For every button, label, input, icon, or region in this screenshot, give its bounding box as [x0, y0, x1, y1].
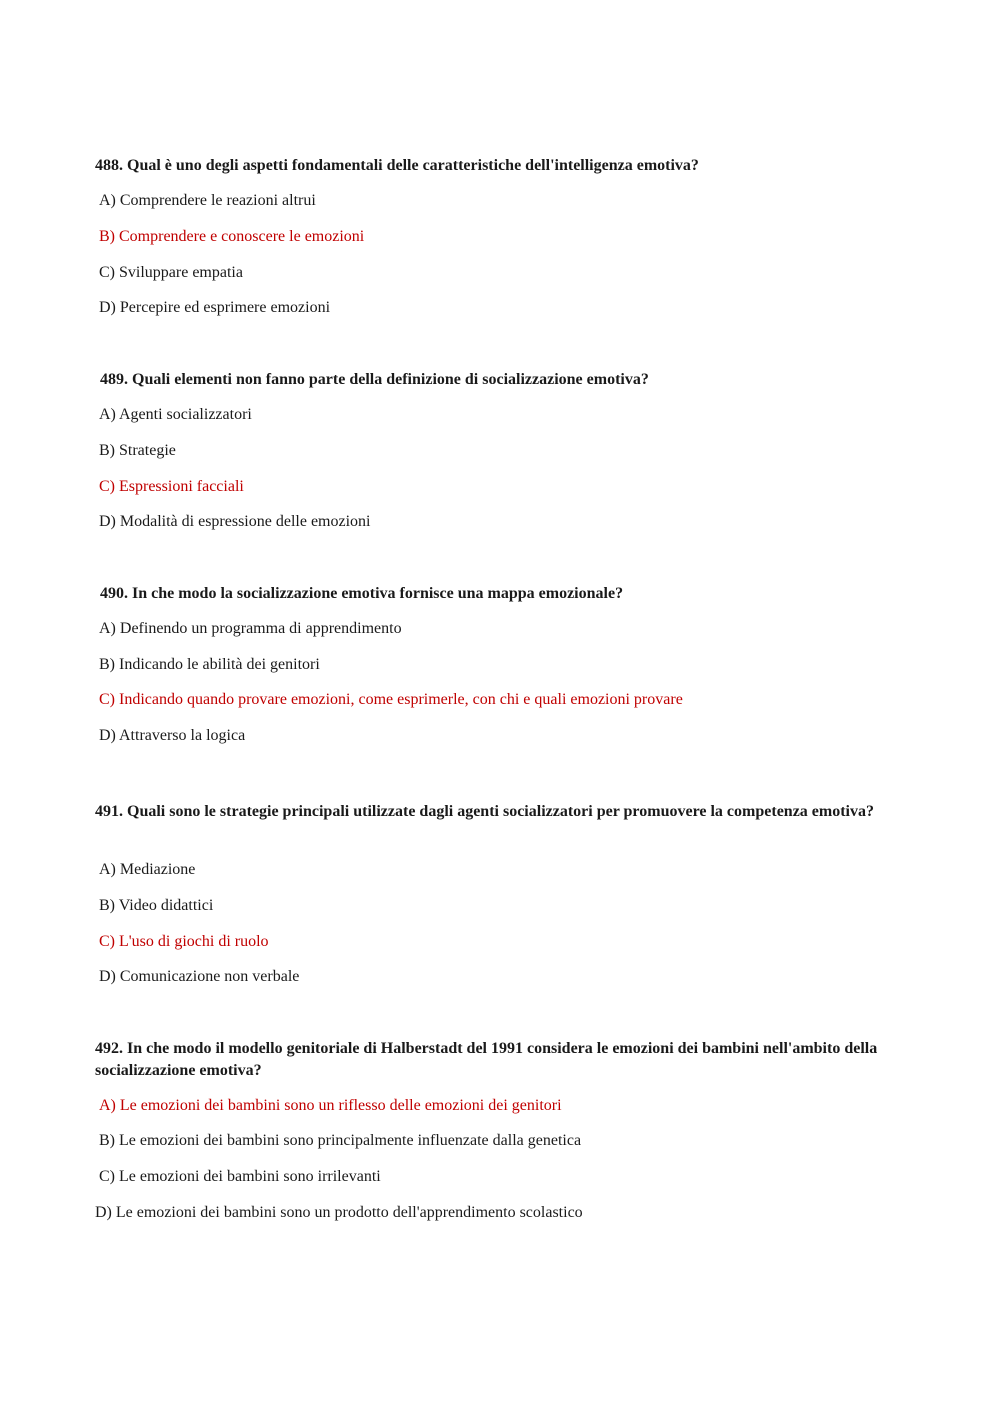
question-489 [95, 369, 895, 530]
option-d: D) Comunicazione non verbale [99, 968, 300, 985]
option-c-correct: C) Espressioni facciali [99, 478, 244, 495]
question-488 [95, 155, 895, 316]
question-491 [95, 801, 895, 985]
option-a: A) Definendo un programma di apprendimento [99, 620, 402, 637]
option-d: D) Modalità di espressione delle emozioni [99, 513, 371, 530]
option-c-correct: C) Indicando quando provare emozioni, come esprimerle, con chi e quali emozioni provare [99, 691, 683, 708]
option-b: B) Strategie [99, 442, 176, 459]
question-title: 488. Qual è uno degli aspetti fondamentali delle caratteristiche dell'intelligenza emotiva? [95, 157, 699, 174]
question-492 [95, 1038, 895, 1221]
question-title: 490. In che modo la socializzazione emotiva fornisce una mappa emozionale? [100, 585, 624, 602]
question-title: 489. Quali elementi non fanno parte della definizione di socializzazione emotiva? [100, 371, 649, 388]
option-d: D) Le emozioni dei bambini sono un prodotto dell'apprendimento scolastico [95, 1204, 583, 1221]
option-a-correct: A) Le emozioni dei bambini sono un riflesso delle emozioni dei genitori [99, 1097, 562, 1114]
option-a: A) Agenti socializzatori [99, 406, 252, 423]
option-a: A) Mediazione [99, 861, 196, 878]
option-b: B) Le emozioni dei bambini sono principalmente influenzate dalla genetica [99, 1132, 582, 1149]
option-a: A) Comprendere le reazioni altrui [99, 192, 316, 209]
question-title: 492. In che modo il modello genitoriale di Halberstadt del 1991 considera le emozioni dei bambini nell'ambito della socializzazione emotiva? [95, 1040, 878, 1079]
question-title: 491. Quali sono le strategie principali utilizzate dagli agenti socializzatori per promuovere la competenza emotiva? [95, 803, 874, 820]
option-d: D) Attraverso la logica [99, 727, 246, 744]
option-c: C) Sviluppare empatia [99, 264, 243, 281]
option-d: D) Percepire ed esprimere emozioni [99, 299, 331, 316]
option-b: B) Video didattici [99, 897, 214, 914]
option-b: B) Indicando le abilità dei genitori [99, 656, 320, 673]
option-c-correct: C) L'uso di giochi di ruolo [99, 933, 269, 950]
question-490 [95, 583, 895, 744]
option-c: C) Le emozioni dei bambini sono irrilevanti [99, 1168, 381, 1185]
option-b-correct: B) Comprendere e conoscere le emozioni [99, 228, 365, 245]
